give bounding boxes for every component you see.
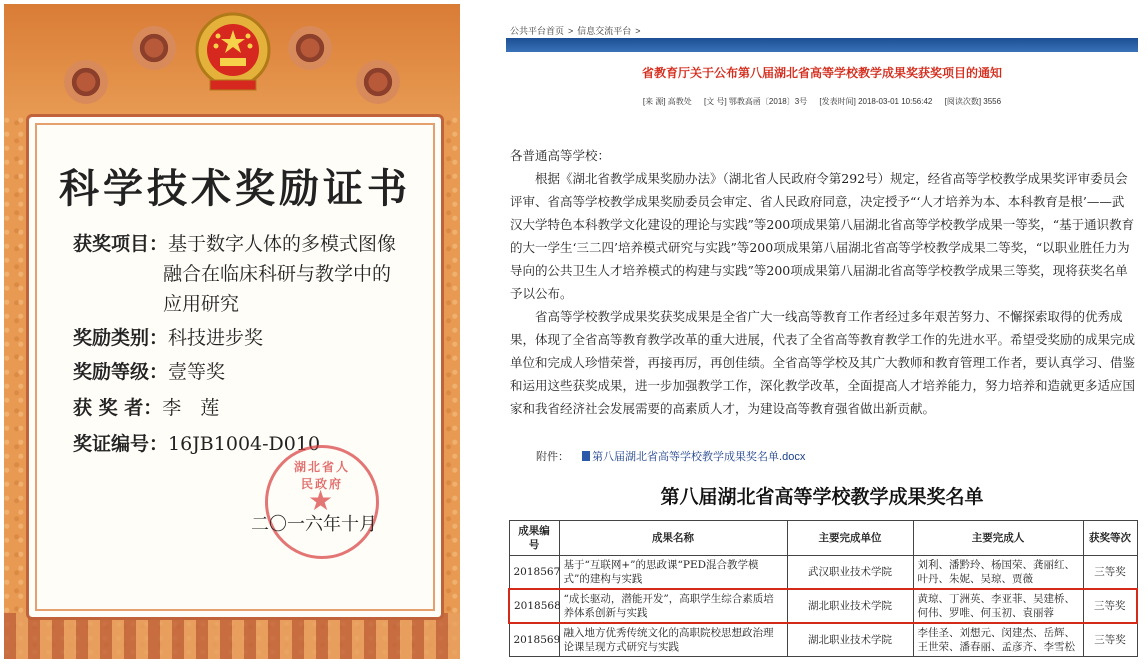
winner-row: [73, 393, 219, 423]
certificate-title: 科学技术奖励证书: [59, 165, 411, 212]
header-bar: [506, 38, 1138, 52]
project-row: [73, 229, 396, 259]
flower-ornament-icon: [288, 26, 332, 70]
cell-people: 刘利、潘黔玲、杨国荣、龚丽红、叶丹、朱妮、吴琼、贾薇: [913, 556, 1083, 590]
meta-source: [来 源] 高教处: [642, 97, 692, 106]
project-label: 获奖项目：: [73, 233, 169, 255]
table-row: [509, 556, 1137, 590]
cell-title: 基于“互联网+”的思政课“PED混合教学模式”的建构与实践: [559, 556, 787, 590]
flower-ornament-icon: [132, 26, 176, 70]
cell-unit: 湖北职业技术学院: [787, 589, 913, 623]
attachment-label: 附件：: [536, 451, 569, 463]
number-label: 奖证编号：: [73, 433, 169, 455]
national-emblem-icon: [194, 10, 272, 96]
column-header: 成果编号: [509, 521, 559, 556]
table-row: [509, 623, 1137, 657]
flower-ornament-icon: [64, 60, 108, 104]
cell-grade: 三等奖: [1083, 556, 1137, 590]
attachment-link[interactable]: [582, 451, 805, 463]
grade-value: 壹等奖: [168, 361, 226, 383]
notice-greeting: 各普通高等学校：: [510, 148, 611, 163]
certificate-date: 二〇一六年十月: [251, 514, 377, 535]
cell-grade: 三等奖: [1083, 589, 1137, 623]
meta-doc-number: [文 号] 鄂教高函〔2018〕3号: [704, 97, 808, 106]
cell-grade: 三等奖: [1083, 623, 1137, 657]
notice-body: [510, 144, 1136, 420]
cell-title: 融入地方优秀传统文化的高职院校思想政治理论课呈现方式研究与实践: [559, 623, 787, 657]
cell-id: 2018568: [509, 589, 559, 623]
official-seal: [265, 445, 379, 559]
cell-people: 李佳圣、刘想元、闵建杰、岳辉、王世荣、潘春丽、孟彦齐、李雪松: [913, 623, 1083, 657]
award-certificate: [4, 4, 460, 659]
cell-id: 2018567: [509, 556, 559, 590]
word-document-icon: [582, 451, 590, 461]
meta-views: [阅读次数] 3556: [944, 97, 1002, 106]
winner-value: 李 莲: [162, 397, 220, 419]
cell-title: “成长驱动，潜能开发”，高职学生综合素质培养体系创新与实践: [559, 589, 787, 623]
table-row-highlighted: [509, 589, 1137, 623]
cell-unit: 武汉职业技术学院: [787, 556, 913, 590]
column-header: 成果名称: [559, 521, 787, 556]
cell-id: 2018569: [509, 623, 559, 657]
category-row: [73, 323, 263, 353]
category-label: 奖励类别：: [73, 327, 169, 349]
table-header-row: [509, 521, 1137, 556]
number-value: 16JB1004-D010: [168, 433, 321, 455]
breadcrumb-separator: >: [568, 26, 574, 36]
category-value: 科技进步奖: [168, 327, 264, 349]
cell-people: 黄琼、丁洲英、李亚菲、吴建桥、何伟、罗唯、何玉初、袁丽蓉: [913, 589, 1083, 623]
attachment-row: [536, 448, 805, 464]
project-line-2: 融合在临床科研与教学中的: [163, 263, 392, 285]
project-line-1: 基于数字人体的多模式图像: [168, 233, 397, 255]
award-table: [508, 520, 1138, 657]
grade-row: [73, 357, 225, 387]
number-row: [73, 429, 320, 459]
seal-text: 湖北省人民政府: [293, 460, 350, 491]
breadcrumb-separator: >: [635, 26, 641, 36]
column-header: 主要完成单位: [787, 521, 913, 556]
notice-page: [506, 20, 1138, 660]
award-list-title: 第八届湖北省高等学校教学成果奖名单: [660, 486, 984, 508]
column-header: 主要完成人: [913, 521, 1083, 556]
grade-label: 奖励等级：: [73, 361, 169, 383]
column-header: 获奖等次: [1083, 521, 1137, 556]
project-line-3: 应用研究: [163, 293, 240, 315]
cell-unit: 湖北职业技术学院: [787, 623, 913, 657]
breadcrumb-platform-link[interactable]: 信息交流平台: [577, 26, 632, 36]
certificate-frame: [26, 114, 444, 620]
breadcrumb: [510, 24, 645, 37]
seal-star-icon: ★: [308, 484, 334, 517]
breadcrumb-home-link[interactable]: 公共平台首页: [510, 26, 565, 36]
flower-ornament-icon: [356, 60, 400, 104]
winner-label: 获 奖 者：: [73, 397, 163, 419]
meta-published: [发表时间] 2018-03-01 10:56:42: [819, 97, 933, 106]
notice-paragraph-1: 根据《湖北省教学成果奖励办法》（湖北省人民政府令第292号）规定，经省高等学校教学成果奖评审委员会评审、省高等学校教学成果奖励委员会审定、省人民政府同意，决定授予“‘人才培养为本、本科教育是根’——武汉大学特色本科教学文化建设的理论与实践”等200项成果第八届湖北省高等学校教学成果一等奖，“基于通识教育的大一学生‘三二四’培养模式研究与实践”等200项成果第八届湖北省高等学校教学成果二等奖，“以职业胜任力为导向的公共卫生人才培养模式的构建与实践”等200项成果第八届湖北省高等学校教学成果三等奖，现将获奖名单予以公布。: [510, 171, 1135, 301]
attachment-filename[interactable]: 第八届湖北省高等学校教学成果奖名单.docx: [592, 451, 806, 463]
notice-title: 省教育厅关于公布第八届湖北省高等学校教学成果奖获奖项目的通知: [641, 66, 1002, 80]
notice-meta: [506, 96, 1138, 107]
notice-paragraph-2: 省高等学校教学成果奖获奖成果是全省广大一线高等教育工作者经过多年艰苦努力、不懈探索取得的优秀成果，体现了全省高等教育教学改革的重大进展，代表了全省高等教育教学工作的先进水平。希望受奖励的成果完成单位和完成人珍惜荣誉，再接再厉，再创佳绩。全省高等学校及其广大教师和教育管理工作者，要认真学习、借鉴和运用这些获奖成果，进一步加强教学工作，深化教学改革，全面提高人才培养能力，努力培养和造就更多适应国家和我省经济社会发展需要的高素质人才，为建设高等教育强省做出新贡献。: [510, 309, 1136, 416]
